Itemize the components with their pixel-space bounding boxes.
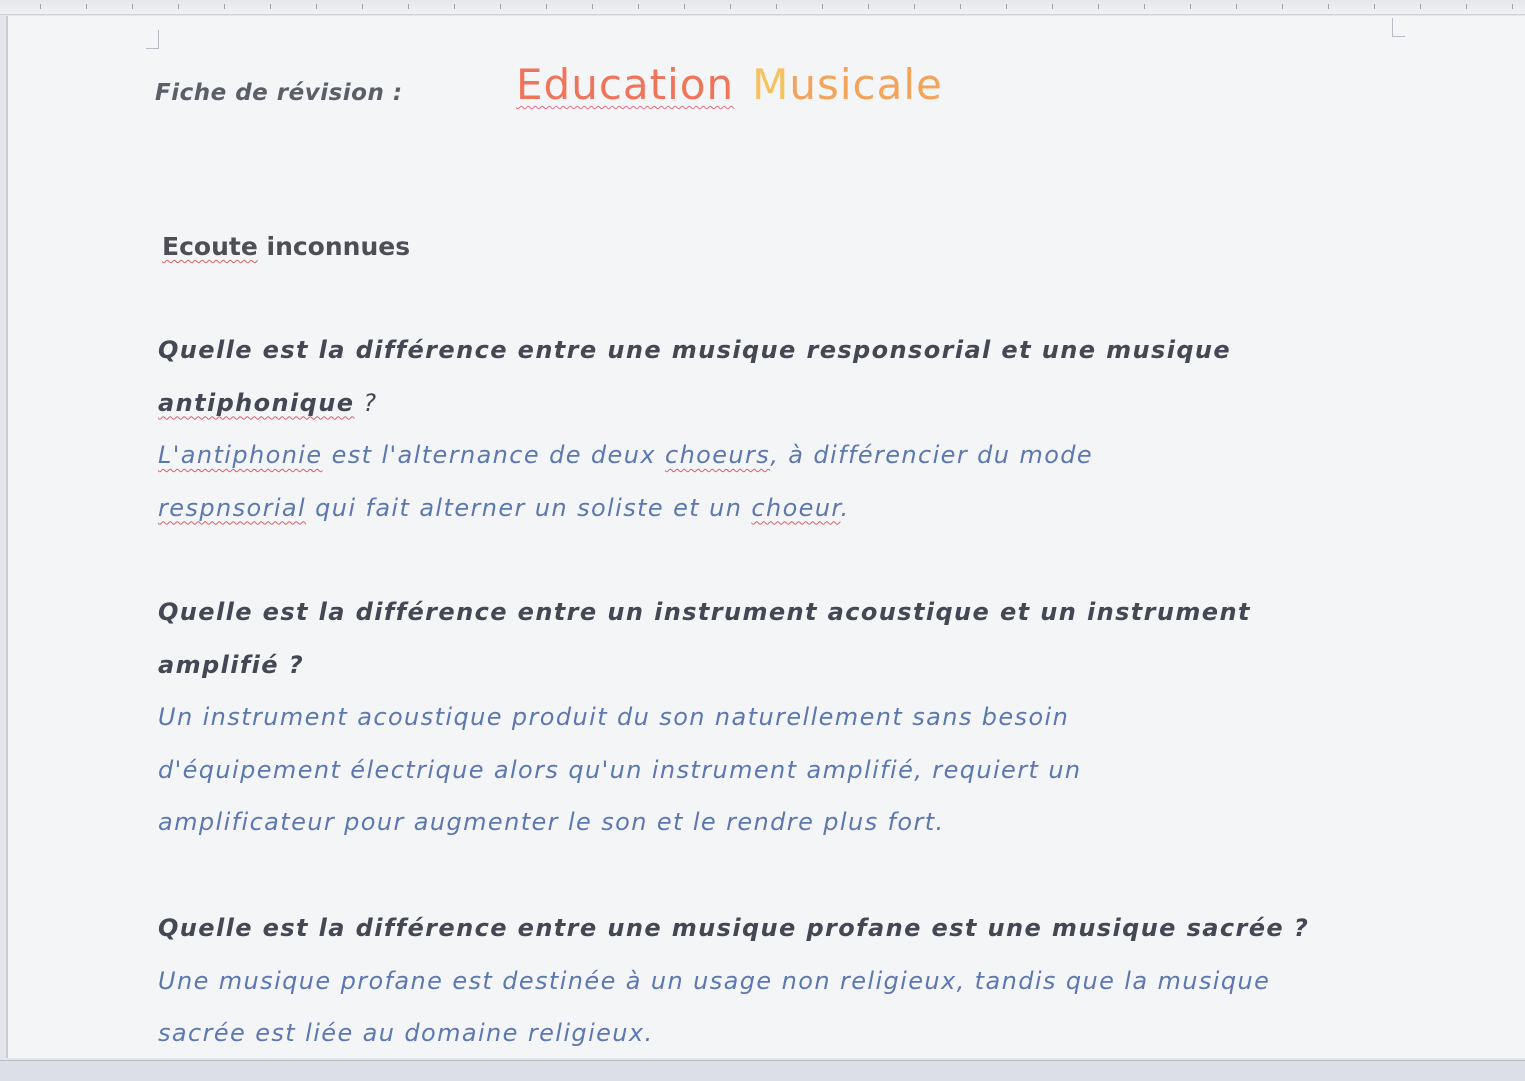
ruler-tick — [684, 4, 685, 9]
ruler-tick — [730, 4, 731, 9]
ruler-tick — [86, 4, 87, 9]
margin-corner-mark-left — [146, 30, 159, 49]
ruler-tick — [408, 4, 409, 9]
ruler-tick — [316, 4, 317, 9]
ruler-tick — [1328, 4, 1329, 9]
title-initial: M — [752, 60, 790, 109]
question-1-mark: ? — [354, 388, 378, 417]
answer-1-part1: L'antiphonie — [158, 441, 323, 469]
ruler-tick — [822, 4, 823, 9]
ruler-tick — [1052, 4, 1053, 9]
qa-block-1 — [158, 324, 1348, 534]
ruler-tick — [1236, 4, 1237, 9]
ruler-tick — [1466, 4, 1467, 9]
answer-1 — [158, 429, 1348, 534]
ruler-tick — [960, 4, 961, 9]
ruler-tick — [592, 4, 593, 9]
status-bar — [0, 1060, 1525, 1081]
ruler-tick — [40, 4, 41, 9]
header-label: Fiche de révision : — [155, 80, 403, 106]
ruler[interactable] — [0, 0, 1525, 15]
qa-block-3 — [158, 902, 1348, 1060]
question-1-end-word: antiphonique — [158, 388, 355, 417]
ruler-tick — [546, 4, 547, 9]
answer-1-part7: choeur — [751, 493, 841, 522]
ruler-tick — [454, 4, 455, 9]
ruler-tick — [1144, 4, 1145, 9]
section-title-word2: inconnues — [266, 232, 411, 261]
ruler-tick — [132, 4, 133, 9]
ruler-tick — [1006, 4, 1007, 9]
answer-1-part3: choeurs — [664, 441, 771, 469]
ruler-tick — [362, 4, 363, 9]
answer-1-part4: , à différencier du mode — [770, 441, 1094, 469]
title-rest: usicale — [789, 60, 943, 109]
ruler-tick — [1098, 4, 1099, 9]
ruler-tick — [1190, 4, 1191, 9]
ruler-tick — [1282, 4, 1283, 9]
title-word-musicale — [752, 60, 943, 109]
section-title — [162, 232, 410, 261]
ruler-tick — [1374, 4, 1375, 9]
document-page — [6, 16, 1525, 1058]
ruler-tick — [500, 4, 501, 9]
answer-1-part8: . — [840, 493, 850, 522]
question-3: Quelle est la différence entre une musique profane est une musique sacrée ? — [158, 914, 1310, 942]
question-1-text: Quelle est la différence entre une musique responsorial et une musique — [158, 336, 1232, 364]
ruler-tick — [914, 4, 915, 9]
ruler-tick — [776, 4, 777, 9]
question-1 — [158, 324, 1348, 429]
answer-2: Un instrument acoustique produit du son naturellement sans besoin d'équipement électrique alors qu'un instrument amplifié, requiert un amplificateur pour augmenter le son et le rendre plus fort. — [158, 703, 1082, 836]
ruler-tick — [224, 4, 225, 9]
title-word-education: Education — [516, 60, 735, 109]
answer-1-part6: qui fait alterner un soliste et un — [306, 493, 752, 522]
margin-corner-mark-right — [1392, 18, 1405, 37]
answer-1-part2: est l'alternance de deux — [322, 441, 665, 469]
document-title — [516, 60, 943, 109]
section-title-word1: Ecoute — [162, 232, 258, 261]
ruler-tick — [1512, 4, 1513, 9]
ruler-tick — [270, 4, 271, 9]
ruler-tick — [638, 4, 639, 9]
question-2: Quelle est la différence entre un instrument acoustique et un instrument amplifié ? — [158, 598, 1251, 679]
ruler-tick — [868, 4, 869, 9]
qa-block-2 — [158, 586, 1348, 849]
ruler-tick — [178, 4, 179, 9]
answer-1-part5: respnsorial — [158, 493, 307, 522]
answer-3: Une musique profane est destinée à un usage non religieux, tandis que la musique sacrée est liée au domaine religieux. — [158, 966, 1271, 1047]
ruler-tick — [1420, 4, 1421, 9]
